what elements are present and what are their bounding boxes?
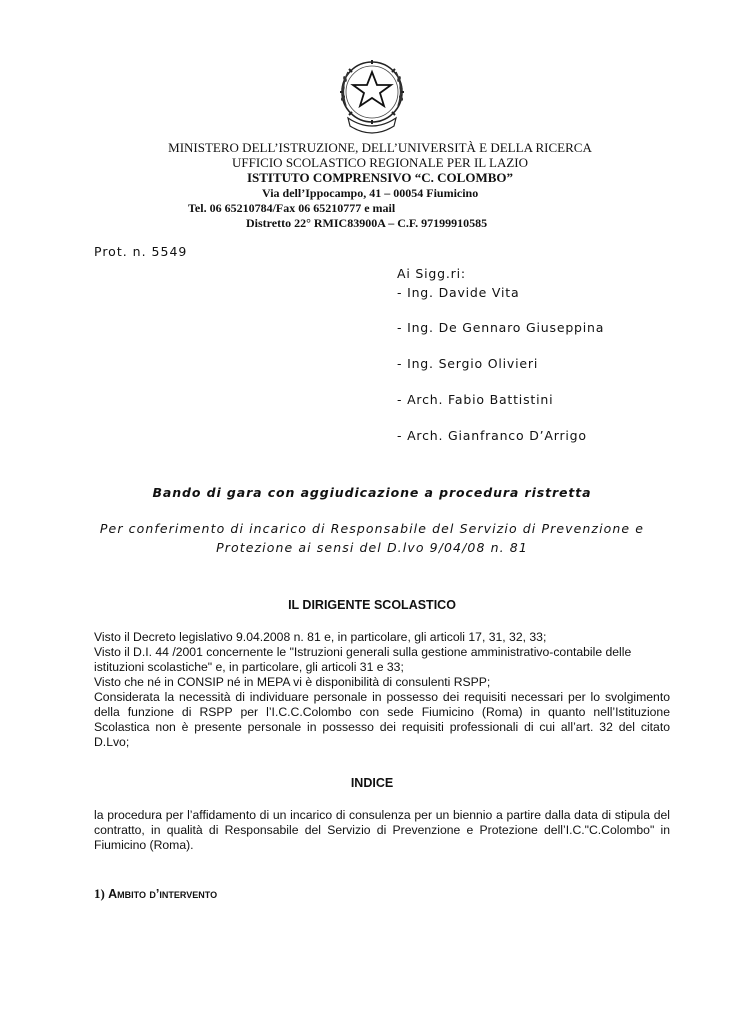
recipient-item: - Ing. Davide Vita — [397, 285, 520, 300]
indice-text: la procedura per l’affidamento di un incarico di consulenza per un biennio a partire dalla data di stipula del contratto, in qualità di Responsabile del Servizio di Prevenzione e Protezione dell’I.C."C.Colombo" in Fiumicino (Roma). — [94, 808, 670, 852]
dirigente-title: IL DIRIGENTE SCOLASTICO — [288, 598, 456, 612]
section-1-number: 1) — [94, 886, 105, 901]
recipient-item: - Arch. Fabio Battistini — [397, 392, 554, 407]
recipient-item: - Ing. Sergio Olivieri — [397, 356, 539, 371]
regional-office: UFFICIO SCOLASTICO REGIONALE PER IL LAZIO — [232, 155, 528, 170]
school-name: ISTITUTO COMPRENSIVO “C. COLOMBO” — [246, 170, 514, 185]
dirigente-body — [94, 630, 670, 750]
school-address: Via dell’Ippocampo, 41 – 00054 Fiumicino — [262, 186, 479, 200]
school-district: Distretto 22° RMIC83900A – C.F. 97199910585 — [246, 216, 488, 230]
visto-consip: Visto che né in CONSIP né in MEPA vi è disponibilità di consulenti RSPP; — [94, 675, 491, 689]
school-phone: Tel. 06 65210784/Fax 06 65210777 e mail — [188, 201, 396, 215]
bando-title: Bando di gara con aggiudicazione a procedura ristretta — [152, 485, 592, 500]
subtitle-line-1: Per conferimento di incarico di Responsabile del Servizio di Prevenzione e — [99, 521, 645, 536]
italian-republic-emblem-icon — [330, 54, 414, 138]
recipient-item: - Ing. De Gennaro Giuseppina — [397, 320, 605, 335]
visto-di: Visto il D.I. 44 /2001 concernente le "Istruzioni generali sulla gestione amministrativo-contabile delle istituzioni scolastiche" e, in particolare, gli articoli 31 e 33; — [94, 645, 632, 674]
protocol-number: Prot. n. 5549 — [94, 244, 188, 259]
considerata: Considerata la necessità di individuare personale in possesso dei requisiti necessari per lo svolgimento della funzione di RSPP per l’I.C.C.Colombo con sede Fiumicino (Roma) in quanto nell’Istituzione Scolastica non è presente personale in possesso dei requisiti professionali di cui all’art. 32 del citato D.Lvo; — [94, 690, 670, 749]
recipients-title: Ai Sigg.ri: — [397, 266, 466, 281]
recipient-item: - Arch. Gianfranco D’Arrigo — [397, 428, 587, 443]
visto-decreto: Visto il Decreto legislativo 9.04.2008 n. 81 e, in particolare, gli articoli 17, 31, 32, 33; — [94, 630, 547, 644]
section-1-title: Ambito d’intervento — [108, 887, 218, 901]
subtitle-line-2: Protezione ai sensi del D.lvo 9/04/08 n. 81 — [216, 540, 528, 555]
indice-title: INDICE — [350, 776, 394, 790]
section-1-heading — [94, 886, 217, 902]
ministry-name: MINISTERO DELL’ISTRUZIONE, DELL’UNIVERSITÀ E DELLA RICERCA — [168, 140, 592, 155]
